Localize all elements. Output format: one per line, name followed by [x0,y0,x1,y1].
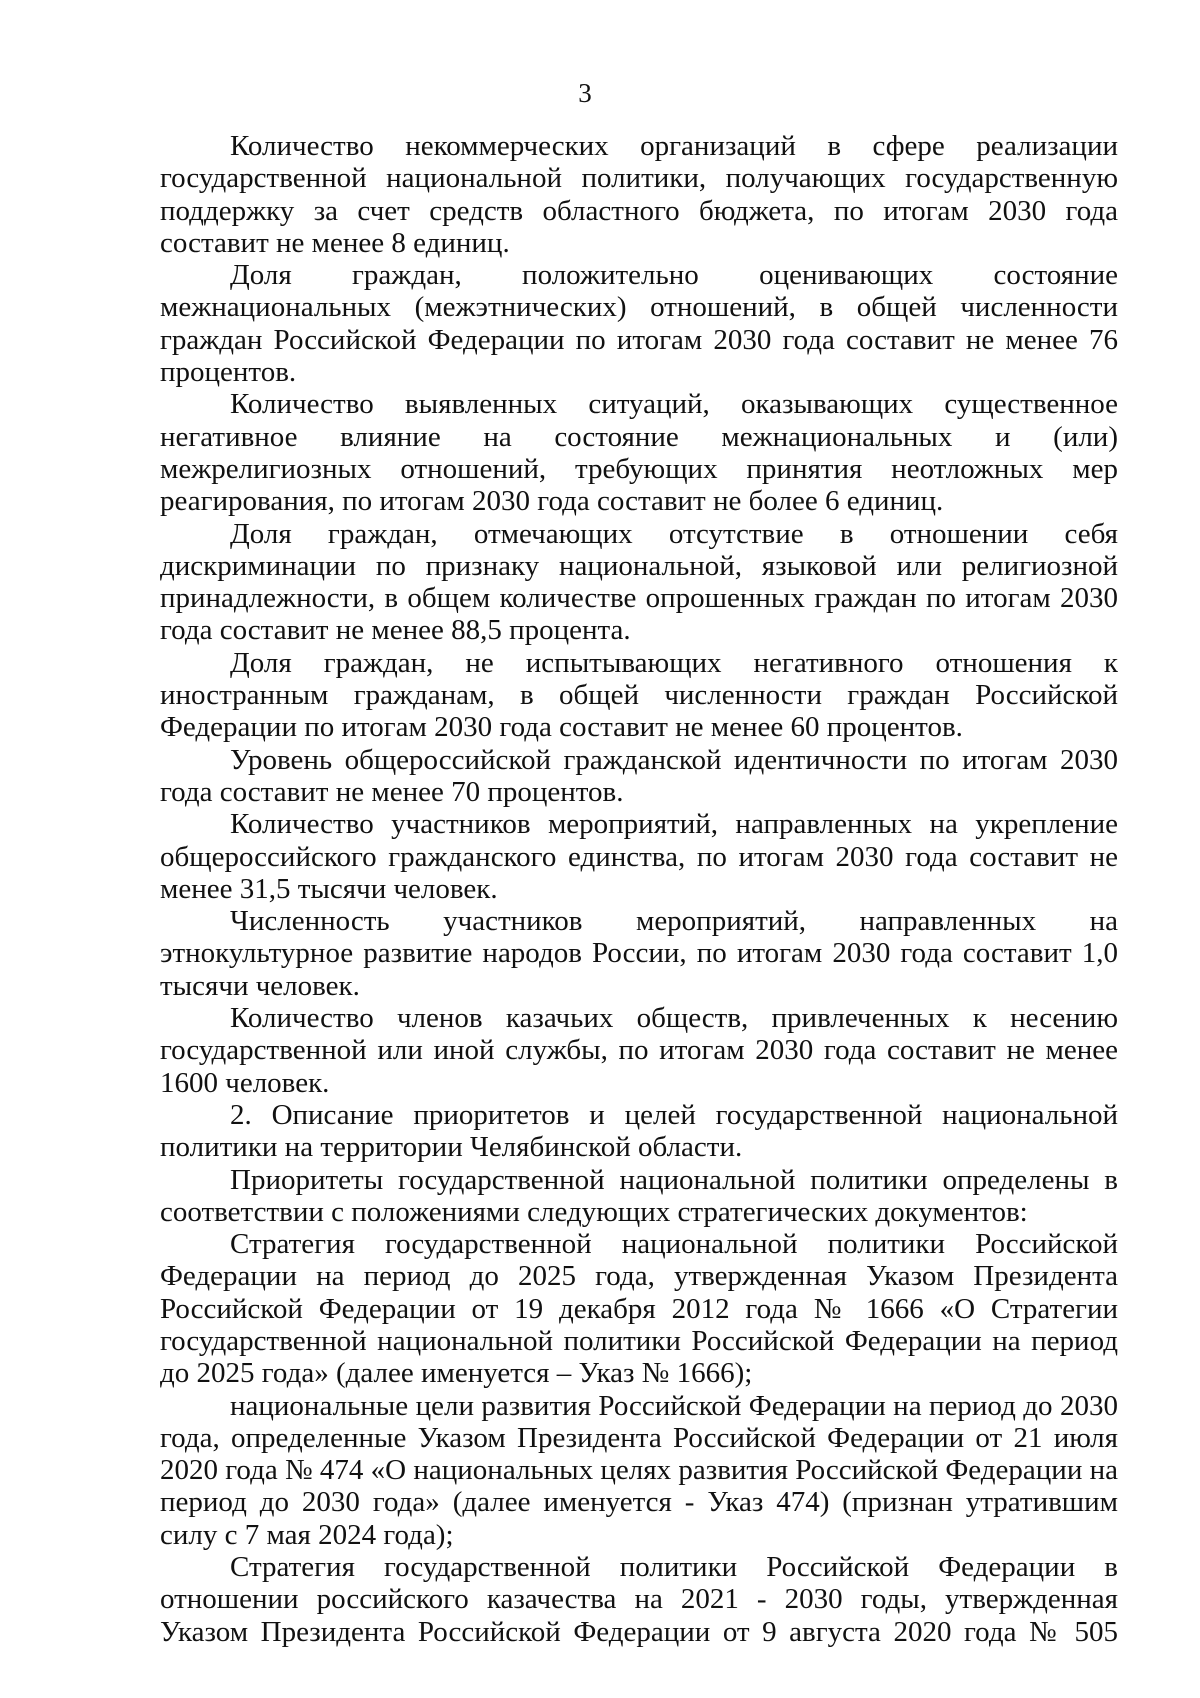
document-body [160,130,1118,1648]
paragraph-civic-identity: Уровень общероссийской гражданской идентичности по итогам 2030 года составит не менее 70 процентов. [160,743,1118,808]
page-number: 3 [578,78,592,108]
paragraph-cossack-members: Количество членов казачьих обществ, привлеченных к несению государственной или иной службы, по итогам 2030 года составит не менее 1600 человек. [160,1002,1118,1099]
paragraph-conflict-situations: Количество выявленных ситуаций, оказывающих существенное негативное влияние на состояние межнациональных и (или) межрелигиозных отношений, требующих принятия неотложных мер реагирования, по итогам 2030 года составит не более 6 единиц. [160,388,1118,518]
paragraph-ethnocultural-participants: Численность участников мероприятий, направленных на этнокультурное развитие народов России, по итогам 2030 года составит 1,0 тысячи человек. [160,905,1118,1002]
paragraph-national-goals-474: национальные цели развития Российской Федерации на период до 2030 года, определенные Указом Президента Российской Федерации от 21 июля 2020 года № 474 «О национальных целях развития Российской Федерации на период до 2030 года» (далее именуется - Указ 474) (признан утратившим силу с 7 мая 2024 года); [160,1389,1118,1551]
paragraph-strategy-1666: Стратегия государственной национальной политики Российской Федерации на период до 2025 года, утвержденная Указом Президента Российской Федерации от 19 декабря 2012 года № 1666 «О Стратегии государственной национальной политики Российской Федерации на период до 2025 года» (далее именуется – Указ № 1666); [160,1228,1118,1390]
paragraph-nko-count: Количество некоммерческих организаций в сфере реализации государственной национальной политики, получающих государственную поддержку за счет средств областного бюджета, по итогам 2030 года составит не менее 8 единиц. [160,130,1118,259]
paragraph-foreigners-attitude: Доля граждан, не испытывающих негативного отношения к иностранным гражданам, в общей численности граждан Российской Федерации по итогам 2030 года составит не менее 60 процентов. [160,646,1118,744]
paragraph-civic-unity-participants: Количество участников мероприятий, направленных на укрепление общероссийского гражданского единства, по итогам 2030 года составит не менее 31,5 тысячи человек. [160,808,1118,905]
paragraph-discrimination: Доля граждан, отмечающих отсутствие в отношении себя дискриминации по признаку национальной, языковой или религиозной принадлежности, в общем количестве опрошенных граждан по итогам 2030 года составит не менее 88,5 процента. [160,517,1118,647]
section-heading-priorities: 2. Описание приоритетов и целей государственной национальной политики на территории Челябинской области. [160,1098,1118,1164]
paragraph-cossack-strategy-505: Стратегия государственной политики Российской Федерации в отношении российского казачества на 2021 - 2030 годы, утвержденная Указом Президента Российской Федерации от 9 августа 2020 года № 505 [160,1551,1118,1648]
paragraph-priorities-intro: Приоритеты государственной национальной политики определены в соответствии с положениями следующих стратегических документов: [160,1163,1118,1228]
paragraph-interethnic-relations: Доля граждан, положительно оценивающих состояние межнациональных (межэтнических) отношений, в общей численности граждан Российской Федерации по итогам 2030 года составит не менее 76 процентов. [160,259,1118,389]
